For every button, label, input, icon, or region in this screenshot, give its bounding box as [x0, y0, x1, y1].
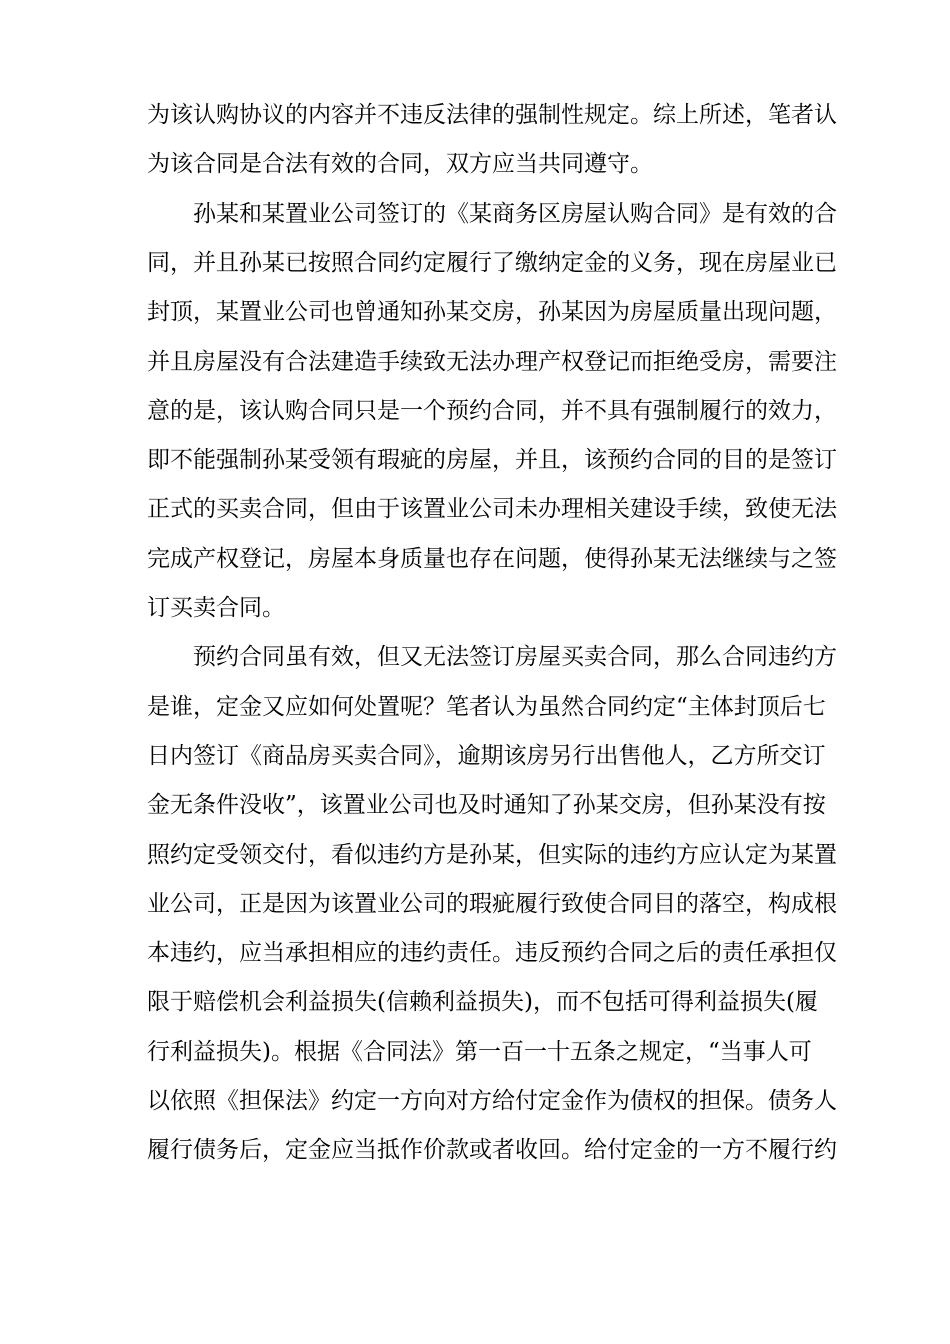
- text-line: 封顶，某置业公司也曾通知孙某交房，孙某因为房屋质量出现问题，: [147, 299, 837, 326]
- text-line: 为该合同是合法有效的合同，双方应当共同遵守。: [147, 151, 653, 178]
- text-line: 正式的买卖合同，但由于该置业公司未办理相关建设手续，致使无法: [147, 496, 837, 523]
- text-line: 日内签订《商品房买卖合同》，逾期该房另行出售他人，乙方所交订: [147, 742, 826, 769]
- text-line: 并且房屋没有合法建造手续致无法办理产权登记而拒绝受房，需要注: [147, 348, 837, 375]
- text-line: 即不能强制孙某受领有瑕疵的房屋，并且，该预约合同的目的是签订: [147, 447, 837, 474]
- text-line: 孙某和某置业公司签订的《某商务区房屋认购合同》是有效的合: [193, 200, 837, 227]
- text-line: 限于赔偿机会利益损失(信赖利益损失)，而不包括可得利益损失(履: [147, 989, 818, 1016]
- text-line: 为该认购协议的内容并不违反法律的强制性规定。综上所述，笔者认: [147, 102, 837, 128]
- text-line: 行利益损失)。根据《合同法》第一百一十五条之规定，“当事人可: [147, 1038, 812, 1065]
- text-line: 业公司，正是因为该置业公司的瑕疵履行致使合同目的落空，构成根: [147, 890, 837, 917]
- text-line: 金无条件没收”，该置业公司也及时通知了孙某交房，但孙某没有按: [147, 792, 826, 819]
- text-line: 以依照《担保法》约定一方向对方给付定金作为债权的担保。债务人: [147, 1088, 837, 1114]
- text-line: 履行债务后，定金应当抵作价款或者收回。给付定金的一方不履行约: [147, 1137, 837, 1164]
- text-line: 照约定受领交付，看似违约方是孙某，但实际的违约方应认定为某置: [147, 841, 837, 868]
- text-line: 预约合同虽有效，但又无法签订房屋买卖合同，那么合同违约方: [193, 644, 837, 671]
- text-line: 本违约，应当承担相应的违约责任。违反预约合同之后的责任承担仅: [147, 940, 837, 967]
- text-line: 是谁，定金又应如何处置呢？笔者认为虽然合同约定“主体封顶后七: [147, 693, 826, 720]
- text-line: 订买卖合同。: [147, 595, 285, 621]
- text-line: 完成产权登记，房屋本身质量也存在问题，使得孙某无法继续与之签: [147, 545, 837, 572]
- text-line: 意的是，该认购合同只是一个预约合同，并不具有强制履行的效力，: [147, 397, 837, 424]
- text-line: 同，并且孙某已按照合同约定履行了缴纳定金的义务，现在房屋业已: [147, 249, 837, 276]
